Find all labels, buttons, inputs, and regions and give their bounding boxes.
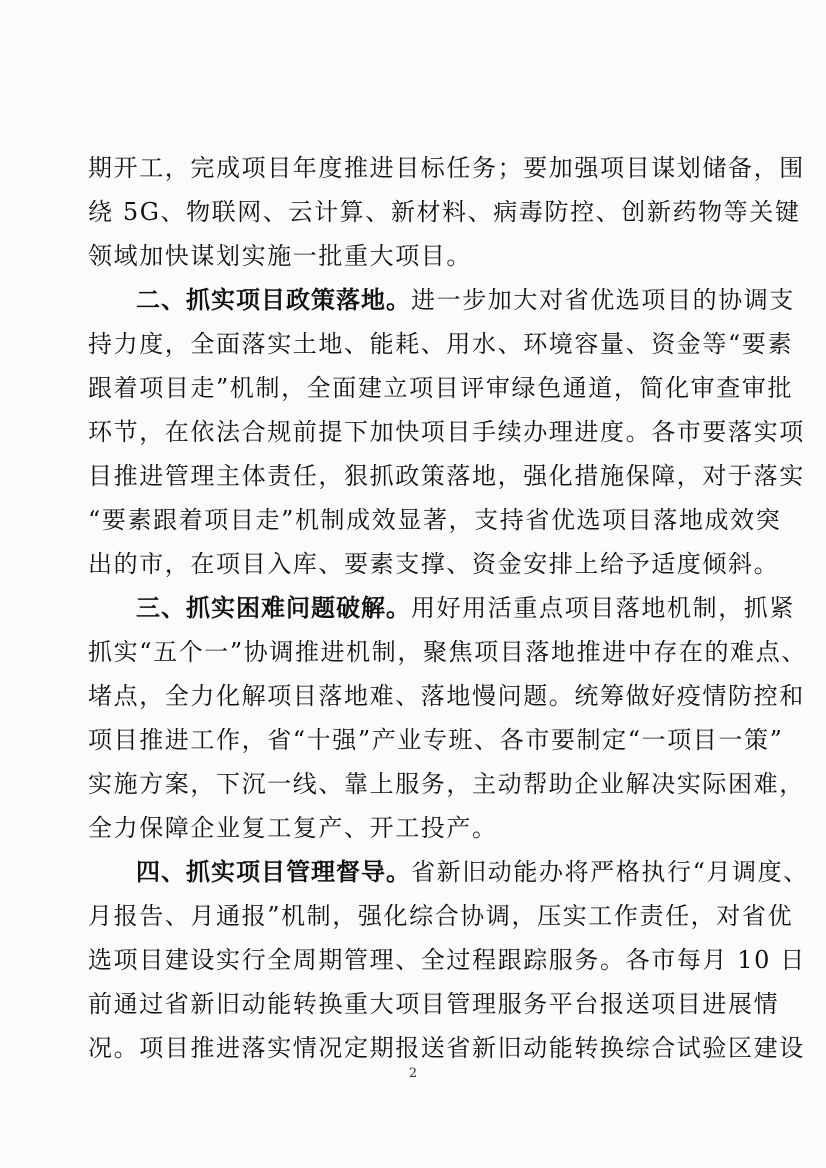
text-line: 实施方案，下沉一线、靠上服务，主动帮助企业解决实际困难，: [88, 770, 805, 798]
text-line: 领域加快谋划实施一批重大项目。: [88, 242, 472, 270]
text-line: 持力度，全面落实土地、能耗、用水、环境容量、资金等“要素: [88, 330, 794, 358]
text-line: 选项目建设实行全周期管理、全过程跟踪服务。各市每月 10 日: [88, 946, 806, 974]
text-line: 堵点，全力化解项目落地难、落地慢问题。统筹做好疫情防控和: [88, 682, 805, 710]
text-line: “要素跟着项目走”机制成效显著，支持省优选项目落地成效突: [88, 506, 782, 534]
text-line: 环节，在依法合规前提下加快项目手续办理进度。各市要落实项: [88, 418, 805, 446]
text-line: 项目推进工作，省“十强”产业专班、各市要制定“一项目一策”: [88, 726, 784, 754]
section-4-first-line: [136, 852, 809, 892]
text-line: 前通过省新旧动能转换重大项目管理服务平台报送项目进展情: [88, 990, 780, 1018]
section-2-first-line: [136, 280, 795, 320]
section-heading: 二、抓实项目政策落地。: [136, 286, 411, 314]
text-line: 全力保障企业复工复产、开工投产。: [88, 814, 498, 842]
text-line: 况。项目推进落实情况定期报送省新旧动能转换综合试验区建设: [88, 1034, 805, 1062]
text-line: 跟着项目走”机制，全面建立项目评审绿色通道，简化审查审批: [88, 374, 794, 402]
section-text: 用好用活重点项目落地机制，抓紧: [411, 594, 795, 622]
text-line: 出的市，在项目入库、要素支撑、资金安排上给予适度倾斜。: [88, 550, 780, 578]
section-heading: 四、抓实项目管理督导。: [136, 858, 411, 886]
page-number: 2: [408, 1066, 418, 1081]
text-line: 目推进管理主体责任，狠抓政策落地，强化措施保障，对于落实: [88, 462, 805, 490]
text-line: 抓实“五个一”协调推进机制，聚焦项目落地推进中存在的难点、: [88, 638, 807, 666]
section-3-first-line: [136, 588, 795, 628]
section-text: 进一步加大对省优选项目的协调支: [411, 286, 795, 314]
section-text: 省新旧动能办将严格执行“月调度、: [411, 858, 809, 886]
section-heading: 三、抓实困难问题破解。: [136, 594, 411, 622]
text-line: 绕 5G、物联网、云计算、新材料、病毒防控、创新药物等关键: [88, 198, 801, 226]
text-line: 期开工，完成项目年度推进目标任务；要加强项目谋划储备，围: [88, 154, 805, 182]
text-line: 月报告、月通报”机制，强化综合协调，压实工作责任，对省优: [88, 902, 794, 930]
